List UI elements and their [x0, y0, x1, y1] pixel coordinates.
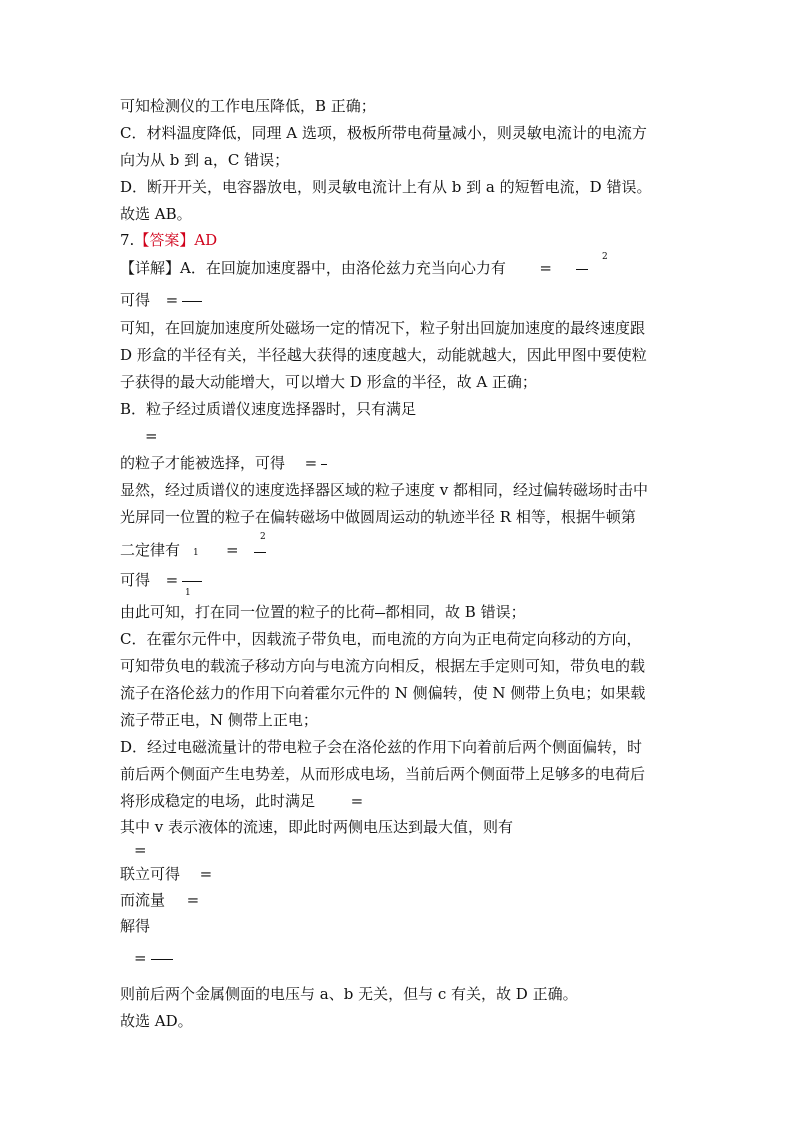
- equation-equals: =: [226, 541, 239, 559]
- equation-equals: =: [304, 454, 318, 472]
- text-line: [120, 540, 180, 560]
- equation-equals: =: [186, 891, 200, 909]
- subscript: 1: [185, 588, 191, 598]
- text-line: 则前后两个金属侧面的电压与 a、b 无关，但与 c 有关，故 D 正确。: [120, 985, 578, 1003]
- text-line: 可知带负电的载流子移动方向与电流方向相反，根据左手定则可知，带负电的载: [120, 657, 646, 675]
- fraction-bar: [254, 552, 266, 553]
- detail-text: 【详解】A．在回旋加速度器中，由洛伦兹力充当向心力有: [120, 259, 506, 277]
- text-line: [120, 890, 199, 910]
- text-line: 前后两个侧面产生电势差，从而形成电场，当前后两个侧面带上足够多的电荷后: [120, 765, 646, 783]
- equation-equals: =: [165, 291, 179, 309]
- text-span: 都相同，故 B 错误；: [385, 603, 526, 621]
- text-line: 其中 v 表示液体的流速，即此时两侧电压达到最大值，则有: [120, 818, 514, 836]
- text-line: 显然，经过质谱仪的速度选择器区域的粒子速度 v 都相同，经过偏转磁场时击中: [120, 481, 649, 499]
- answer-line: [120, 230, 217, 250]
- text-line: 光屏同一位置的粒子在偏转磁场中做圆周运动的轨迹半径 R 相等，根据牛顿第: [120, 508, 636, 526]
- subscript: 1: [193, 548, 199, 558]
- superscript: 2: [602, 252, 608, 262]
- label-text: 可得: [120, 571, 151, 589]
- fraction-bar: [182, 581, 202, 582]
- equation-line: =: [145, 427, 158, 445]
- text-line: [120, 258, 588, 278]
- text-line: D 形盒的半径有关，半径越大获得的速度越大，动能就越大，因此甲图中要使粒: [120, 346, 647, 364]
- text-span: 将形成稳定的电场，此时满足: [120, 792, 316, 810]
- fraction-bar: [576, 269, 588, 270]
- text-line: [120, 791, 363, 811]
- label-text: 二定律有: [120, 541, 181, 559]
- text-span: 由此可知，打在同一位置的粒子的比荷: [120, 603, 376, 621]
- equation-line: [134, 948, 173, 968]
- text-line: 流子在洛伦兹力的作用下向着霍尔元件的 N 侧偏转，使 N 侧带上负电；如果载: [120, 684, 646, 702]
- superscript: 2: [260, 532, 266, 542]
- fraction-bar: [321, 464, 327, 465]
- label-text: 的粒子才能被选择，可得: [120, 454, 286, 472]
- text-line: B．粒子经过质谱仪速度选择器时，只有满足: [120, 400, 417, 418]
- question-number: 7.: [120, 231, 135, 249]
- text-line: D．经过电磁流量计的带电粒子会在洛伦兹的作用下向着前后两个侧面偏转，时: [120, 738, 643, 756]
- equation-equals: =: [199, 865, 213, 883]
- answer-label: 【答案】AD: [134, 231, 218, 249]
- text-line: 可知检测仪的工作电压降低，B 正确；: [120, 97, 376, 115]
- label-text: 可得: [120, 291, 151, 309]
- label-text: 而流量: [120, 891, 166, 909]
- text-line: 向为从 b 到 a，C 错误；: [120, 151, 290, 169]
- equation-line: =: [134, 841, 147, 859]
- fraction-bar: [151, 959, 173, 960]
- text-line: C．在霍尔元件中，因载流子带负电，而电流的方向为正电荷定向移动的方向，: [120, 630, 642, 648]
- text-line: [120, 864, 212, 884]
- equation-equals: =: [539, 259, 552, 277]
- equation-equals: =: [165, 571, 179, 589]
- text-line: 解得: [120, 917, 151, 935]
- fraction-bar: [182, 301, 202, 302]
- equation-equals: =: [134, 949, 147, 967]
- text-line: C．材料温度降低，同理 A 选项，极板所带电荷量减小，则灵敏电流计的电流方: [120, 124, 647, 142]
- text-line: 故选 AB。: [120, 205, 192, 223]
- label-text: 联立可得: [120, 865, 181, 883]
- text-line: D．断开开关，电容器放电，则灵敏电流计上有从 b 到 a 的短暂电流，D 错误。: [120, 178, 652, 196]
- text-line: 可知，在回旋加速度所处磁场一定的情况下，粒子射出回旋加速度的最终速度跟: [120, 319, 646, 337]
- text-line: [120, 570, 202, 590]
- text-line: 流子带正电，N 侧带上正电；: [120, 711, 318, 729]
- text-line: [120, 453, 327, 473]
- text-line: 子获得的最大动能增大，可以增大 D 形盒的半径，故 A 正确；: [120, 373, 537, 391]
- text-line: 故选 AD。: [120, 1012, 193, 1030]
- text-line: [120, 290, 202, 310]
- text-line: [120, 602, 526, 622]
- fraction-bar: [375, 613, 385, 614]
- equation-equals: =: [350, 792, 364, 810]
